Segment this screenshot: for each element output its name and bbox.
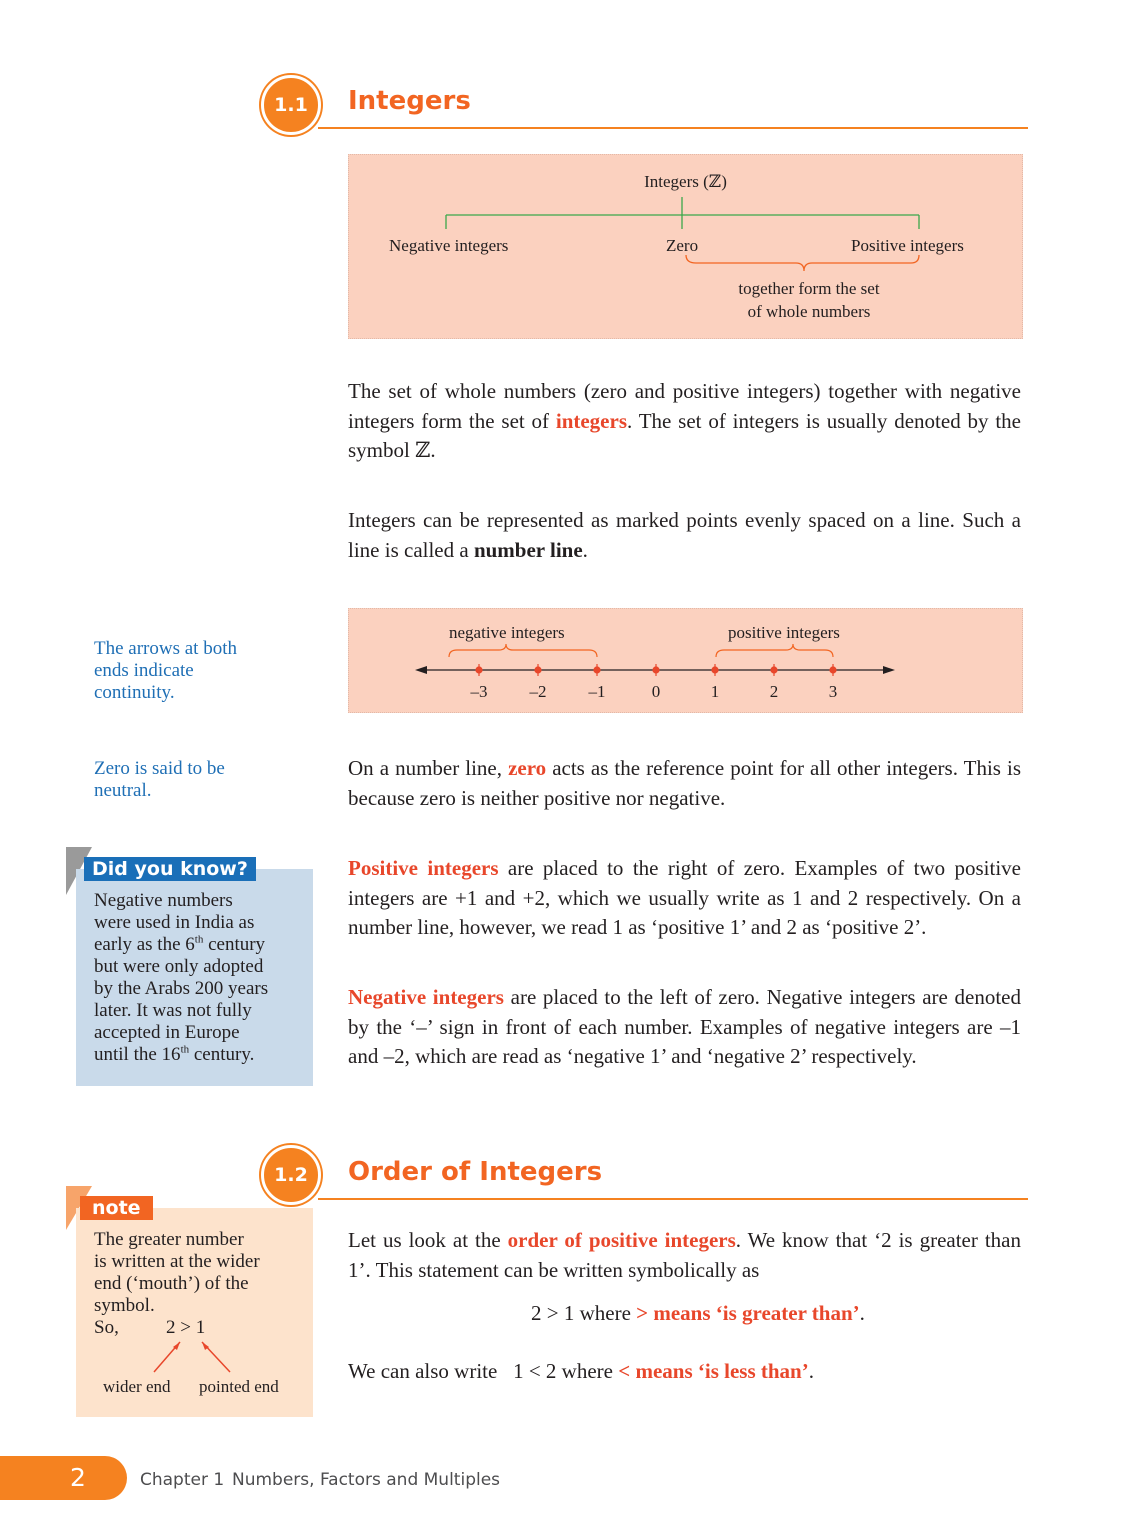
note-so-label: So, <box>94 1317 119 1338</box>
text: until the 16 <box>94 1044 181 1065</box>
tick-label: 1 <box>710 682 720 701</box>
brace-note <box>709 277 909 323</box>
text-line: accepted in Europe <box>94 1022 240 1043</box>
text-line: but were only adopted <box>94 956 264 977</box>
point-marker <box>535 667 541 673</box>
brace-note-line: together form the set <box>738 279 880 298</box>
text-line <box>94 934 309 956</box>
paragraph-integers-definition <box>348 377 1021 466</box>
keyword-order-of-positive-integers: order of positive integers <box>507 1228 736 1252</box>
note-text <box>94 1229 309 1317</box>
text: . We know that ‘2 is greater than 1’. This statement can be written symbolically as <box>348 1228 1021 1282</box>
brace-note-line: of whole numbers <box>747 302 871 321</box>
section-number-badge: 1.2 <box>261 1145 321 1205</box>
tick-label: –2 <box>529 682 547 701</box>
paragraph-number-line <box>348 506 1021 565</box>
text: are placed to the left of zero. Negative integers are denoted by the ‘–’ sign in front of each number. Examples of negative integers are –1 and –2, which are read as ‘negative 1’ and ‘negative 2’ respectively. <box>348 985 1021 1068</box>
did-you-know-tab: Did you know? <box>84 857 256 881</box>
tick-label: 3 <box>828 682 838 701</box>
keyword-positive-integers: Positive integers <box>348 856 499 880</box>
pointed-end-label: pointed end <box>199 1377 279 1396</box>
keyword-less-than: < means ‘is less than’ <box>618 1359 809 1383</box>
superscript: th <box>180 1043 190 1056</box>
point-marker <box>476 667 482 673</box>
formula-greater-than <box>531 1299 865 1329</box>
section-number-badge: 1.1 <box>261 75 321 135</box>
side-note-arrows: The arrows at both ends indicate continuity. <box>94 638 237 703</box>
section-rule <box>318 1198 1028 1200</box>
point-marker <box>712 667 718 673</box>
superscript: th <box>194 933 204 946</box>
keyword-number-line: number line <box>473 537 583 562</box>
note-arrows <box>140 1338 250 1378</box>
left-arrow-icon <box>415 666 427 674</box>
text: We can also write 1 < 2 where <box>348 1359 619 1383</box>
negative-integers-caption: negative integers <box>449 623 565 642</box>
tick-label: 0 <box>651 682 661 701</box>
text-line <box>94 1044 309 1066</box>
footer-chapter-title: Numbers, Factors and Multiples <box>232 1470 501 1490</box>
paragraph-negative-integers <box>348 983 1021 1072</box>
text: acts as the reference point for all other integers. This is because zero is neither positive nor negative. <box>348 756 1021 810</box>
keyword-greater-than: > means ‘is greater than’ <box>636 1301 860 1325</box>
diagram-root-label: Integers (ℤ) <box>644 172 727 191</box>
negative-integers-label: Negative integers <box>389 236 509 255</box>
positive-integers-label: Positive integers <box>851 236 964 255</box>
text: . <box>808 1359 814 1383</box>
text: . The set of integers is usually denoted by the symbol ℤ. <box>348 408 1021 462</box>
text: . <box>582 537 588 562</box>
formula-less-than <box>348 1357 814 1387</box>
text: The set of whole numbers (zero and positive integers) together with negative integers form the set of <box>348 379 1021 433</box>
note-tab: note <box>80 1196 153 1220</box>
section-title: Integers <box>348 86 471 116</box>
point-marker <box>830 667 836 673</box>
right-arrow-icon <box>883 666 895 674</box>
integers-diagram <box>348 154 1023 339</box>
note-example: 2 > 1 <box>166 1317 206 1338</box>
text-line: The greater number <box>94 1229 244 1250</box>
zero-label: Zero <box>666 236 699 255</box>
number-line-figure <box>348 608 1023 713</box>
paragraph-zero <box>348 754 1021 813</box>
text-line: were used in India as <box>94 912 255 933</box>
keyword-negative-integers: Negative integers <box>348 985 504 1009</box>
page-number-tab <box>0 1456 127 1500</box>
keyword-zero: zero <box>508 756 547 780</box>
text-line: end (‘mouth’) of the <box>94 1273 249 1294</box>
text-line: symbol. <box>94 1295 155 1316</box>
text-line: Negative numbers <box>94 890 233 911</box>
text: century <box>203 934 266 955</box>
text-line: is written at the wider <box>94 1251 260 1272</box>
paragraph-positive-integers <box>348 854 1021 943</box>
tick-label: –1 <box>588 682 606 701</box>
text: 2 > 1 where <box>531 1301 637 1325</box>
did-you-know-text <box>94 890 309 1066</box>
side-note-zero: Zero is said to be neutral. <box>94 758 225 801</box>
tick-label: –3 <box>470 682 488 701</box>
text: century. <box>189 1044 255 1065</box>
text-line: by the Arabs 200 years <box>94 978 269 999</box>
keyword-integers: integers <box>555 408 628 433</box>
text: On a number line, <box>348 756 509 780</box>
point-marker <box>594 667 600 673</box>
page-number: 2 <box>70 1463 86 1492</box>
point-marker <box>771 667 777 673</box>
section-title: Order of Integers <box>348 1157 603 1187</box>
text: Integers can be represented as marked points evenly spaced on a line. Such a line is called a <box>348 508 1021 562</box>
text: . <box>859 1301 865 1325</box>
text: Let us look at the <box>348 1228 508 1252</box>
paragraph-order <box>348 1226 1021 1285</box>
footer-chapter: Chapter 1 <box>140 1470 225 1490</box>
tick-label: 2 <box>769 682 779 701</box>
text: are placed to the right of zero. Examples of two positive integers are +1 and +2, which we usually write as 1 and 2 respectively. On a number line, however, we read 1 as ‘positive 1’ and 2 as ‘positive 2’. <box>348 856 1022 939</box>
section-rule <box>318 127 1028 129</box>
text: early as the 6 <box>94 934 195 955</box>
text-line: later. It was not fully <box>94 1000 252 1021</box>
wider-end-label: wider end <box>103 1377 171 1396</box>
positive-integers-caption: positive integers <box>728 623 840 642</box>
point-marker <box>653 667 659 673</box>
